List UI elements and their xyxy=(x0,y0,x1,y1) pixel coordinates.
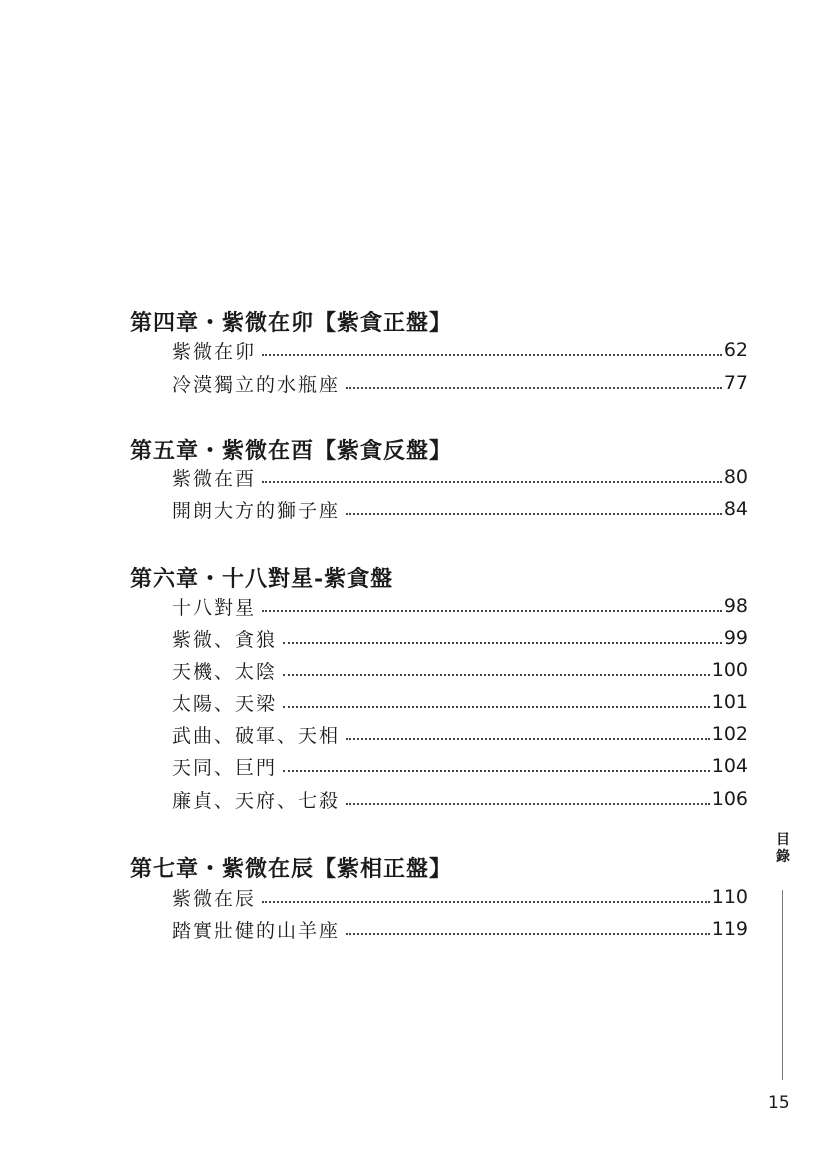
entry-page: 106 xyxy=(711,788,748,810)
toc-entry xyxy=(172,336,748,364)
entry-title: 天同、巨門 xyxy=(172,756,278,779)
chapter-5-title: 第五章・紫微在酉【紫貪反盤】 xyxy=(130,438,453,464)
entry-title: 武曲、破軍、天相 xyxy=(172,724,341,747)
toc-entry xyxy=(172,883,748,911)
toc-entry xyxy=(172,495,748,523)
entry-title: 天機、太陰 xyxy=(172,660,278,683)
entry-page: 62 xyxy=(723,339,748,361)
dot-leader xyxy=(346,738,710,740)
entry-page: 102 xyxy=(711,723,748,745)
dot-leader xyxy=(262,481,722,483)
entry-title: 紫微在卯 xyxy=(172,340,257,363)
dot-leader xyxy=(262,901,710,903)
toc-entry xyxy=(172,688,748,716)
entry-page: 98 xyxy=(723,595,748,617)
entry-title: 紫微、貪狼 xyxy=(172,628,278,651)
entry-title: 冷漠獨立的水瓶座 xyxy=(172,373,341,396)
entry-page: 119 xyxy=(711,918,748,940)
dot-leader xyxy=(262,354,722,356)
entry-title: 廉貞、天府、七殺 xyxy=(172,789,341,812)
entry-page: 80 xyxy=(723,466,748,488)
toc-entry xyxy=(172,720,748,748)
chapter-6-title: 第六章・十八對星-紫貪盤 xyxy=(130,566,394,592)
side-label-char: 目 xyxy=(776,832,790,848)
entry-page: 101 xyxy=(711,691,748,713)
entry-title: 十八對星 xyxy=(172,596,257,619)
entry-page: 100 xyxy=(711,659,748,681)
toc-entry xyxy=(172,752,748,780)
dot-leader xyxy=(346,803,710,805)
entry-page: 104 xyxy=(711,755,748,777)
entry-page: 84 xyxy=(723,498,748,520)
entry-page: 77 xyxy=(723,372,748,394)
toc-entry xyxy=(172,656,748,684)
toc-entry xyxy=(172,463,748,491)
page-number: 15 xyxy=(768,1093,790,1113)
side-label-char: 錄 xyxy=(776,849,790,865)
entry-title: 紫微在酉 xyxy=(172,467,257,490)
dot-leader xyxy=(283,706,710,708)
toc-entry xyxy=(172,592,748,620)
dot-leader xyxy=(283,770,710,772)
dot-leader xyxy=(283,674,710,676)
entry-title: 踏實壯健的山羊座 xyxy=(172,919,341,942)
toc-entry xyxy=(172,624,748,652)
chapter-7-title: 第七章・紫微在辰【紫相正盤】 xyxy=(130,856,453,882)
dot-leader xyxy=(346,513,722,515)
toc-entry xyxy=(172,785,748,813)
entry-title: 太陽、天梁 xyxy=(172,692,278,715)
side-section-label xyxy=(773,832,793,866)
entry-page: 110 xyxy=(711,886,748,908)
dot-leader xyxy=(262,610,722,612)
chapter-4-title: 第四章・紫微在卯【紫貪正盤】 xyxy=(130,310,453,336)
dot-leader xyxy=(346,387,722,389)
dot-leader xyxy=(283,642,722,644)
toc-entry xyxy=(172,369,748,397)
entry-title: 開朗大方的獅子座 xyxy=(172,499,341,522)
entry-title: 紫微在辰 xyxy=(172,887,257,910)
dot-leader xyxy=(346,933,710,935)
toc-entry xyxy=(172,915,748,943)
entry-page: 99 xyxy=(723,627,748,649)
side-divider-line xyxy=(782,890,783,1080)
